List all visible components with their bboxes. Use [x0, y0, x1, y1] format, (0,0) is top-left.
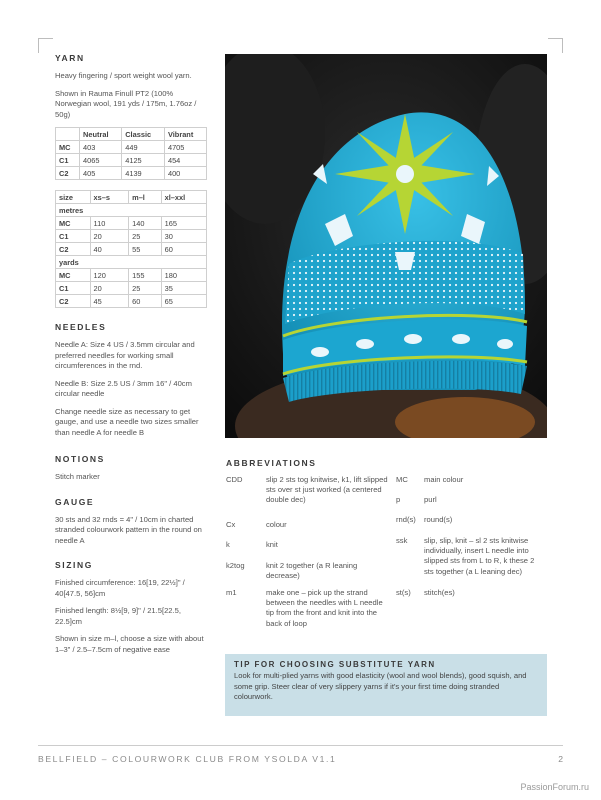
table-cell: 110	[90, 217, 129, 230]
table-cell: 4705	[164, 141, 206, 154]
hat-illustration	[225, 54, 547, 438]
footer-title: BELLFIELD – COLOURWORK CLUB FROM YSOLDA V1.1	[38, 754, 337, 764]
table-row	[56, 230, 207, 243]
table-cell: 454	[164, 154, 206, 167]
sizing-circumference: Finished circumference: 16[19, 22½]" / 40[47.5, 56]cm	[55, 578, 185, 598]
table-row	[56, 128, 207, 141]
notions-heading: NOTIONS	[55, 454, 105, 464]
table-row	[56, 167, 207, 180]
table-cell: 65	[161, 295, 206, 308]
table-row	[56, 282, 207, 295]
abbreviation-definition: main colour	[424, 475, 464, 484]
table-cell	[56, 128, 80, 141]
needle-a-text: Needle A: Size 4 US / 3.5mm circular and preferred needles for working small circumferences in the rnd.	[55, 340, 195, 370]
table-row	[56, 154, 207, 167]
table-cell: 60	[129, 295, 162, 308]
table-cell: 120	[90, 269, 129, 282]
yarn-weight: Heavy fingering / sport weight wool yarn.	[55, 71, 192, 80]
table-cell: xs–s	[90, 191, 129, 204]
abbreviation-definition: slip 2 sts tog knitwise, k1, lift slipped sts over st just worked (a centered double dec)	[266, 475, 388, 505]
abbreviation-definition: slip, slip, knit – sl 2 sts knitwise individually, insert L needle into slipped sts from L to R, k these 2 sts together (a L leaning dec)	[424, 536, 535, 576]
table-cell: MC	[56, 217, 91, 230]
abbreviation-term: MC	[396, 475, 408, 484]
table-cell: MC	[56, 141, 80, 154]
abbreviations-section	[226, 458, 546, 628]
table-cell: 140	[129, 217, 162, 230]
page-number: 2	[558, 754, 563, 764]
abbreviation-definition: round(s)	[424, 515, 453, 524]
abbreviations-heading: ABBREVIATIONS	[226, 458, 317, 468]
abbreviation-term: Cx	[226, 520, 236, 529]
abbreviation-term: rnd(s)	[396, 515, 416, 524]
table-cell: C1	[56, 154, 80, 167]
footer-divider	[38, 745, 563, 746]
table-cell: 60	[161, 243, 206, 256]
tip-text: Look for multi-plied yarns with good elasticity (wool and wool blends), good squish, and some grip. Steer clear of very slippery yarns if it's your first time doing stranded colourwork.	[234, 671, 527, 702]
abbreviation-definition: colour	[266, 520, 287, 529]
abbreviation-definition: make one – pick up the strand between the needles with L needle tip from the front and knit into the back of loop	[266, 588, 383, 628]
yarn-heading: YARN	[55, 53, 85, 63]
abbreviation-definition: stitch(es)	[424, 588, 455, 597]
hat-photo	[225, 54, 547, 438]
table-cell: 4125	[122, 154, 165, 167]
gauge-heading: GAUGE	[55, 496, 95, 507]
table-cell: xl–xxl	[161, 191, 206, 204]
table-cell: 20	[90, 282, 129, 295]
table-cell: 25	[129, 230, 162, 243]
table-cell: 45	[90, 295, 129, 308]
table-cell: C1	[56, 230, 91, 243]
abbreviation-term: m1	[226, 588, 237, 597]
frame-corner	[38, 38, 53, 53]
notions-text: Stitch marker	[55, 472, 100, 481]
table-cell: 449	[122, 141, 165, 154]
table-cell: Neutral	[80, 128, 122, 141]
table-cell: 165	[161, 217, 206, 230]
needles-heading: NEEDLES	[55, 322, 107, 332]
table-section-label: yards	[56, 256, 207, 269]
table-row	[56, 191, 207, 204]
table-cell: 4065	[80, 154, 122, 167]
table-cell: 405	[80, 167, 122, 180]
table-cell: 35	[161, 282, 206, 295]
needle-note-text: Change needle size as necessary to get gauge, and use a needle two sizes smaller than needle A for needle B	[55, 406, 199, 437]
table-cell: 4139	[122, 167, 165, 180]
table-row	[56, 269, 207, 282]
frame-corner	[548, 38, 563, 53]
gauge-text: 30 sts and 32 rnds = 4" / 10cm in charted stranded colourwork pattern in the round on needle A	[55, 514, 202, 545]
table-cell: 30	[161, 230, 206, 243]
tip-heading: TIP FOR CHOOSING SUBSTITUTE YARN	[234, 660, 436, 669]
table-row	[56, 141, 207, 154]
table-cell: m–l	[129, 191, 162, 204]
table-cell: C2	[56, 243, 91, 256]
abbreviation-term: CDD	[226, 475, 243, 484]
yarn-amount-table	[55, 190, 207, 308]
abbreviation-definition: knit 2 together (a R leaning decrease)	[266, 561, 358, 581]
sizing-advice: Shown in size m–l, choose a size with about 1–3" / 2.5–7.5cm of negative ease	[55, 634, 204, 654]
table-cell: 155	[129, 269, 162, 282]
table-row	[56, 217, 207, 230]
table-cell: 40	[90, 243, 129, 256]
abbreviation-term: k2tog	[226, 561, 245, 570]
abbreviation-term: k	[226, 540, 230, 549]
table-cell: 400	[164, 167, 206, 180]
abbreviation-term: st(s)	[396, 588, 411, 597]
abbreviation-term: p	[396, 495, 401, 504]
abbreviation-definition: knit	[266, 540, 278, 549]
tip-box	[225, 654, 547, 716]
left-column	[55, 53, 210, 662]
table-cell: MC	[56, 269, 91, 282]
table-cell: 180	[161, 269, 206, 282]
table-section-label: metres	[56, 204, 207, 217]
table-row	[56, 204, 207, 217]
table-row	[56, 256, 207, 269]
table-row	[56, 295, 207, 308]
table-cell: C1	[56, 282, 91, 295]
table-cell: 403	[80, 141, 122, 154]
table-cell: size	[56, 191, 91, 204]
table-cell: 55	[129, 243, 162, 256]
table-cell: 25	[129, 282, 162, 295]
sizing-heading: SIZING	[55, 560, 93, 570]
table-cell: C2	[56, 167, 80, 180]
table-cell: C2	[56, 295, 91, 308]
watermark: PassionForum.ru	[520, 782, 589, 792]
abbreviation-term: ssk	[396, 536, 408, 545]
table-row	[56, 243, 207, 256]
table-cell: Classic	[122, 128, 165, 141]
sizing-length: Finished length: 8½[9, 9]" / 21.5[22.5, 22.5]cm	[55, 606, 181, 626]
abbreviation-definition: purl	[424, 495, 437, 504]
table-cell: 20	[90, 230, 129, 243]
yarn-shown-in: Shown in Rauma Finull PT2 (100% Norwegian wool, 191 yds / 175m, 1.76oz / 50g)	[55, 88, 197, 119]
needle-b-text: Needle B: Size 2.5 US / 3mm 16" / 40cm circular needle	[55, 378, 192, 398]
table-cell: Vibrant	[164, 128, 206, 141]
yarn-colour-table	[55, 127, 207, 180]
